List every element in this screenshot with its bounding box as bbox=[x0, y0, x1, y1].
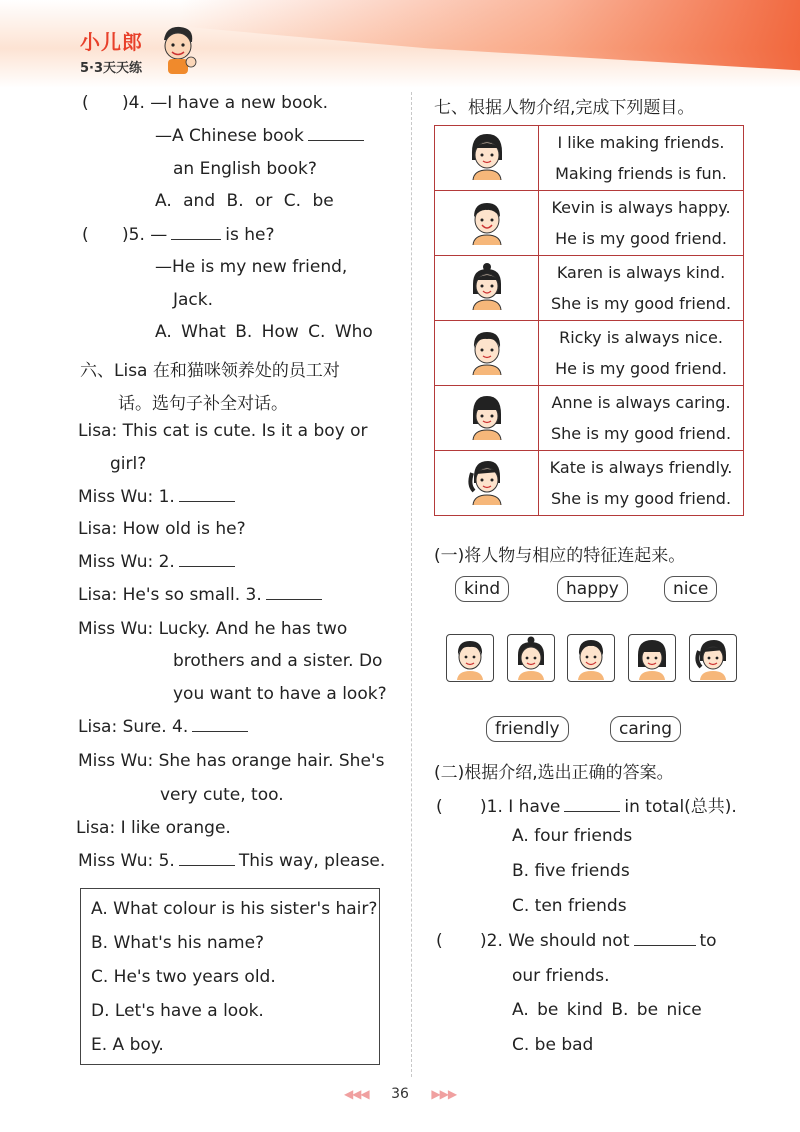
dialogue-line: Miss Wu: 5. This way, please. bbox=[78, 851, 386, 871]
answer-blank[interactable] bbox=[192, 730, 248, 732]
section-7-title: 七、根据人物介绍,完成下列题目。 bbox=[434, 98, 695, 118]
people-table bbox=[434, 125, 744, 516]
dialogue-line: Miss Wu: 1. bbox=[78, 487, 239, 507]
table-row bbox=[435, 451, 744, 516]
girl-face-icon bbox=[690, 635, 736, 681]
intro-line-1: Karen is always kind. bbox=[556, 263, 726, 282]
trait-tag-kind[interactable]: kind bbox=[455, 576, 509, 602]
girl-face-icon bbox=[508, 635, 554, 681]
logo bbox=[80, 26, 143, 76]
face-card[interactable] bbox=[446, 634, 494, 682]
person-cell bbox=[435, 191, 539, 256]
question-4-line-2: —A Chinese book bbox=[155, 126, 368, 146]
dialogue-line: Lisa: How old is he? bbox=[78, 519, 246, 539]
option-b: B. What's his name? bbox=[91, 933, 265, 953]
answer-blank[interactable] bbox=[308, 139, 364, 141]
girl-face-icon bbox=[629, 635, 675, 681]
intro-line-2: She is my good friend. bbox=[550, 294, 732, 313]
intro-line-1: Ricky is always nice. bbox=[559, 328, 723, 347]
boy-face-icon bbox=[464, 325, 510, 377]
face-card[interactable] bbox=[628, 634, 676, 682]
part-2-question-2-cont: our friends. bbox=[512, 966, 610, 986]
question-4-line-3: an English book? bbox=[173, 159, 317, 179]
logo-title: 小儿郎 bbox=[80, 30, 143, 54]
dialogue-line: Miss Wu: Lucky. And he has two bbox=[78, 619, 348, 639]
intro-line-2: He is my good friend. bbox=[555, 229, 727, 248]
boy-face-icon bbox=[568, 635, 614, 681]
section-6-title: 六、Lisa 在和猫咪领养处的员工对 bbox=[80, 361, 340, 381]
answer-blank[interactable] bbox=[634, 944, 696, 946]
person-cell bbox=[435, 321, 539, 386]
person-intro bbox=[539, 256, 744, 321]
option-c: C. He's two years old. bbox=[91, 967, 276, 987]
answer-blank[interactable] bbox=[266, 598, 322, 600]
part-1-title: (一)将人物与相应的特征连起来。 bbox=[434, 546, 686, 566]
options-box bbox=[80, 888, 380, 1065]
intro-line-2: He is my good friend. bbox=[555, 359, 727, 378]
person-intro bbox=[539, 191, 744, 256]
table-row bbox=[435, 256, 744, 321]
dialogue-line: brothers and a sister. Do bbox=[173, 651, 383, 671]
part-2-title: (二)根据介绍,选出正确的答案。 bbox=[434, 763, 674, 783]
question-5-line-1: ( )5. — is he? bbox=[82, 225, 275, 245]
question-4-options: A. and B. or C. be bbox=[155, 191, 334, 211]
part-2-q2-option-c: C. be bad bbox=[512, 1035, 594, 1055]
intro-line-2: Making friends is fun. bbox=[555, 164, 727, 183]
question-4-line-1: ( )4. —I have a new book. bbox=[82, 93, 328, 113]
girl-face-icon bbox=[464, 260, 510, 312]
intro-line-1: I like making friends. bbox=[557, 133, 725, 152]
dialogue-line: Lisa: This cat is cute. Is it a boy or bbox=[78, 421, 368, 441]
intro-line-1: Anne is always caring. bbox=[551, 393, 731, 412]
person-cell bbox=[435, 386, 539, 451]
face-card[interactable] bbox=[567, 634, 615, 682]
dialogue-line: Lisa: I like orange. bbox=[76, 818, 231, 838]
answer-blank[interactable] bbox=[179, 864, 235, 866]
question-5-line-2: —He is my new friend, bbox=[155, 257, 348, 277]
dialogue-line: very cute, too. bbox=[160, 785, 284, 805]
part-2-question-1: ( )1. I have in total(总共). bbox=[436, 797, 737, 817]
person-cell bbox=[435, 126, 539, 191]
trait-tag-happy[interactable]: happy bbox=[557, 576, 628, 602]
girl-face-icon bbox=[464, 130, 510, 182]
person-cell bbox=[435, 451, 539, 516]
next-arrows-icon: ▶▶▶ bbox=[431, 1087, 457, 1101]
answer-blank[interactable] bbox=[564, 810, 620, 812]
table-row bbox=[435, 321, 744, 386]
face-card[interactable] bbox=[507, 634, 555, 682]
dialogue-line: Miss Wu: She has orange hair. She's bbox=[78, 751, 385, 771]
prev-arrows-icon: ◀◀◀ bbox=[343, 1087, 369, 1101]
dialogue-line: you want to have a look? bbox=[173, 684, 387, 704]
dialogue-line: Lisa: Sure. 4. bbox=[78, 717, 252, 737]
intro-line-1: Kevin is always happy. bbox=[551, 198, 731, 217]
table-row bbox=[435, 191, 744, 256]
part-2-q2-options-ab: A. be kind B. be nice bbox=[512, 1000, 702, 1020]
boy-face-icon bbox=[464, 195, 510, 247]
intro-line-2: She is my good friend. bbox=[550, 489, 732, 508]
person-cell bbox=[435, 256, 539, 321]
person-intro bbox=[539, 451, 744, 516]
part-2-question-2: ( )2. We should not to bbox=[436, 931, 717, 951]
answer-blank[interactable] bbox=[179, 565, 235, 567]
column-divider bbox=[411, 92, 412, 1077]
part-2-q1-option-c: C. ten friends bbox=[512, 896, 627, 916]
boy-face-icon bbox=[447, 635, 493, 681]
option-d: D. Let's have a look. bbox=[91, 1001, 264, 1021]
question-5-line-3: Jack. bbox=[173, 290, 214, 310]
dialogue-line: Lisa: He's so small. 3. bbox=[78, 585, 326, 605]
answer-blank[interactable] bbox=[171, 238, 221, 240]
person-intro bbox=[539, 386, 744, 451]
trait-tag-caring[interactable]: caring bbox=[610, 716, 681, 742]
logo-subtitle: 5·3天天练 bbox=[80, 61, 143, 76]
part-2-q1-option-b: B. five friends bbox=[512, 861, 630, 881]
dialogue-line: Miss Wu: 2. bbox=[78, 552, 239, 572]
intro-line-2: She is my good friend. bbox=[550, 424, 732, 443]
person-intro bbox=[539, 126, 744, 191]
option-a: A. What colour is his sister's hair? bbox=[91, 899, 378, 919]
face-card[interactable] bbox=[689, 634, 737, 682]
page-number: 36 bbox=[391, 1086, 409, 1102]
mascot-icon bbox=[158, 24, 198, 76]
answer-blank[interactable] bbox=[179, 500, 235, 502]
question-5-options: A. What B. How C. Who bbox=[155, 322, 373, 342]
part-2-q1-option-a: A. four friends bbox=[512, 826, 633, 846]
trait-tag-friendly[interactable]: friendly bbox=[486, 716, 569, 742]
page-footer bbox=[0, 1086, 800, 1102]
girl-face-icon bbox=[464, 455, 510, 507]
intro-line-1: Kate is always friendly. bbox=[549, 458, 733, 477]
trait-tag-nice[interactable]: nice bbox=[664, 576, 717, 602]
person-intro bbox=[539, 321, 744, 386]
dialogue-line: girl? bbox=[110, 454, 147, 474]
table-row bbox=[435, 386, 744, 451]
girl-face-icon bbox=[464, 390, 510, 442]
table-row bbox=[435, 126, 744, 191]
section-6-title-cont: 话。选句子补全对话。 bbox=[118, 394, 288, 414]
option-e: E. A boy. bbox=[91, 1035, 164, 1055]
